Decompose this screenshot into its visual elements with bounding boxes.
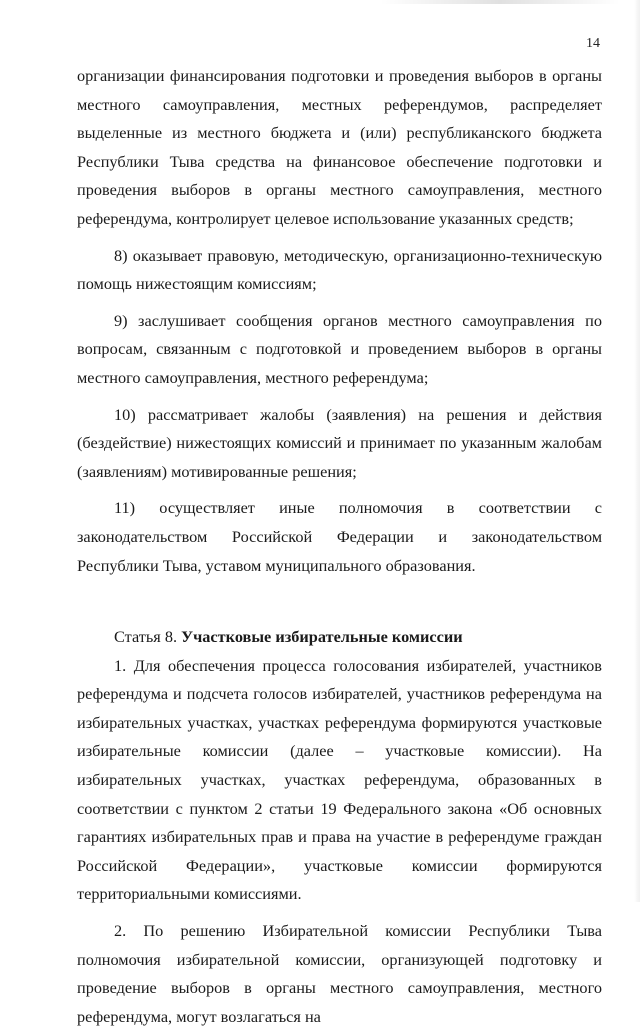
paragraph-continuation: организации финансирования подготовки и проведения выборов в органы местного самоуправления, местных референдумов, распределяет выделенные из местного бюджета и (или) республиканского бюджета Республики Тыва средства на финансовое обеспечение подготовки и проведения выборов в органы местного самоуправления, местного референдума, контролирует целевое использование указанных средств; bbox=[77, 66, 602, 228]
article-paragraph-1: 1. Для обеспечения процесса голосования избирателей, участников референдума и подсчета голосов избирателей, участников референдума на избирательных участках, участках референдума формируются участковые избирательные комиссии (далее – участковые комиссии). На избирательных участках, участках референдума, образованных в соответствии с пунктом 2 статьи 19 Федерального закона «Об основных гарантиях избирательных прав и права на участие в референдуме граждан Российской Федерации», участковые комиссии формируются территориальными комиссиями. bbox=[77, 655, 602, 904]
article-paragraph-2: 2. По решению Избирательной комиссии Республики Тыва полномочия избирательной комиссии, организующей подготовку и проведение выборов в органы местного самоуправления, местного референдума, могут возлагаться на bbox=[77, 921, 602, 1026]
paragraph-item-9: 9) заслушивает сообщения органов местного самоуправления по вопросам, связанным с подготовкой и проведением выборов в органы местного самоуправления, местного референдума; bbox=[77, 310, 602, 387]
article-number: Статья 8. bbox=[114, 627, 182, 647]
paragraph-item-8: 8) оказывает правовую, методическую, организационно-техническую помощь нижестоящим комиссиям; bbox=[77, 245, 602, 294]
paragraph-item-11: 11) осуществляет иные полномочия в соответствии с законодательством Российской Федерации и законодательством Республики Тыва, уставом муниципального образования. bbox=[77, 498, 602, 575]
scan-edge-shadow bbox=[634, 0, 640, 902]
article-title: Участковые избирательные комиссии bbox=[181, 627, 463, 647]
scan-artifact bbox=[380, 0, 620, 4]
page-number: 14 bbox=[586, 36, 600, 51]
article-heading bbox=[77, 623, 602, 652]
document-body bbox=[77, 62, 602, 1031]
paragraph-item-10: 10) рассматривает жалобы (заявления) на решения и действия (бездействие) нижестоящих комиссий и принимает по указанным жалобам (заявлениям) мотивированные решения; bbox=[77, 404, 602, 481]
